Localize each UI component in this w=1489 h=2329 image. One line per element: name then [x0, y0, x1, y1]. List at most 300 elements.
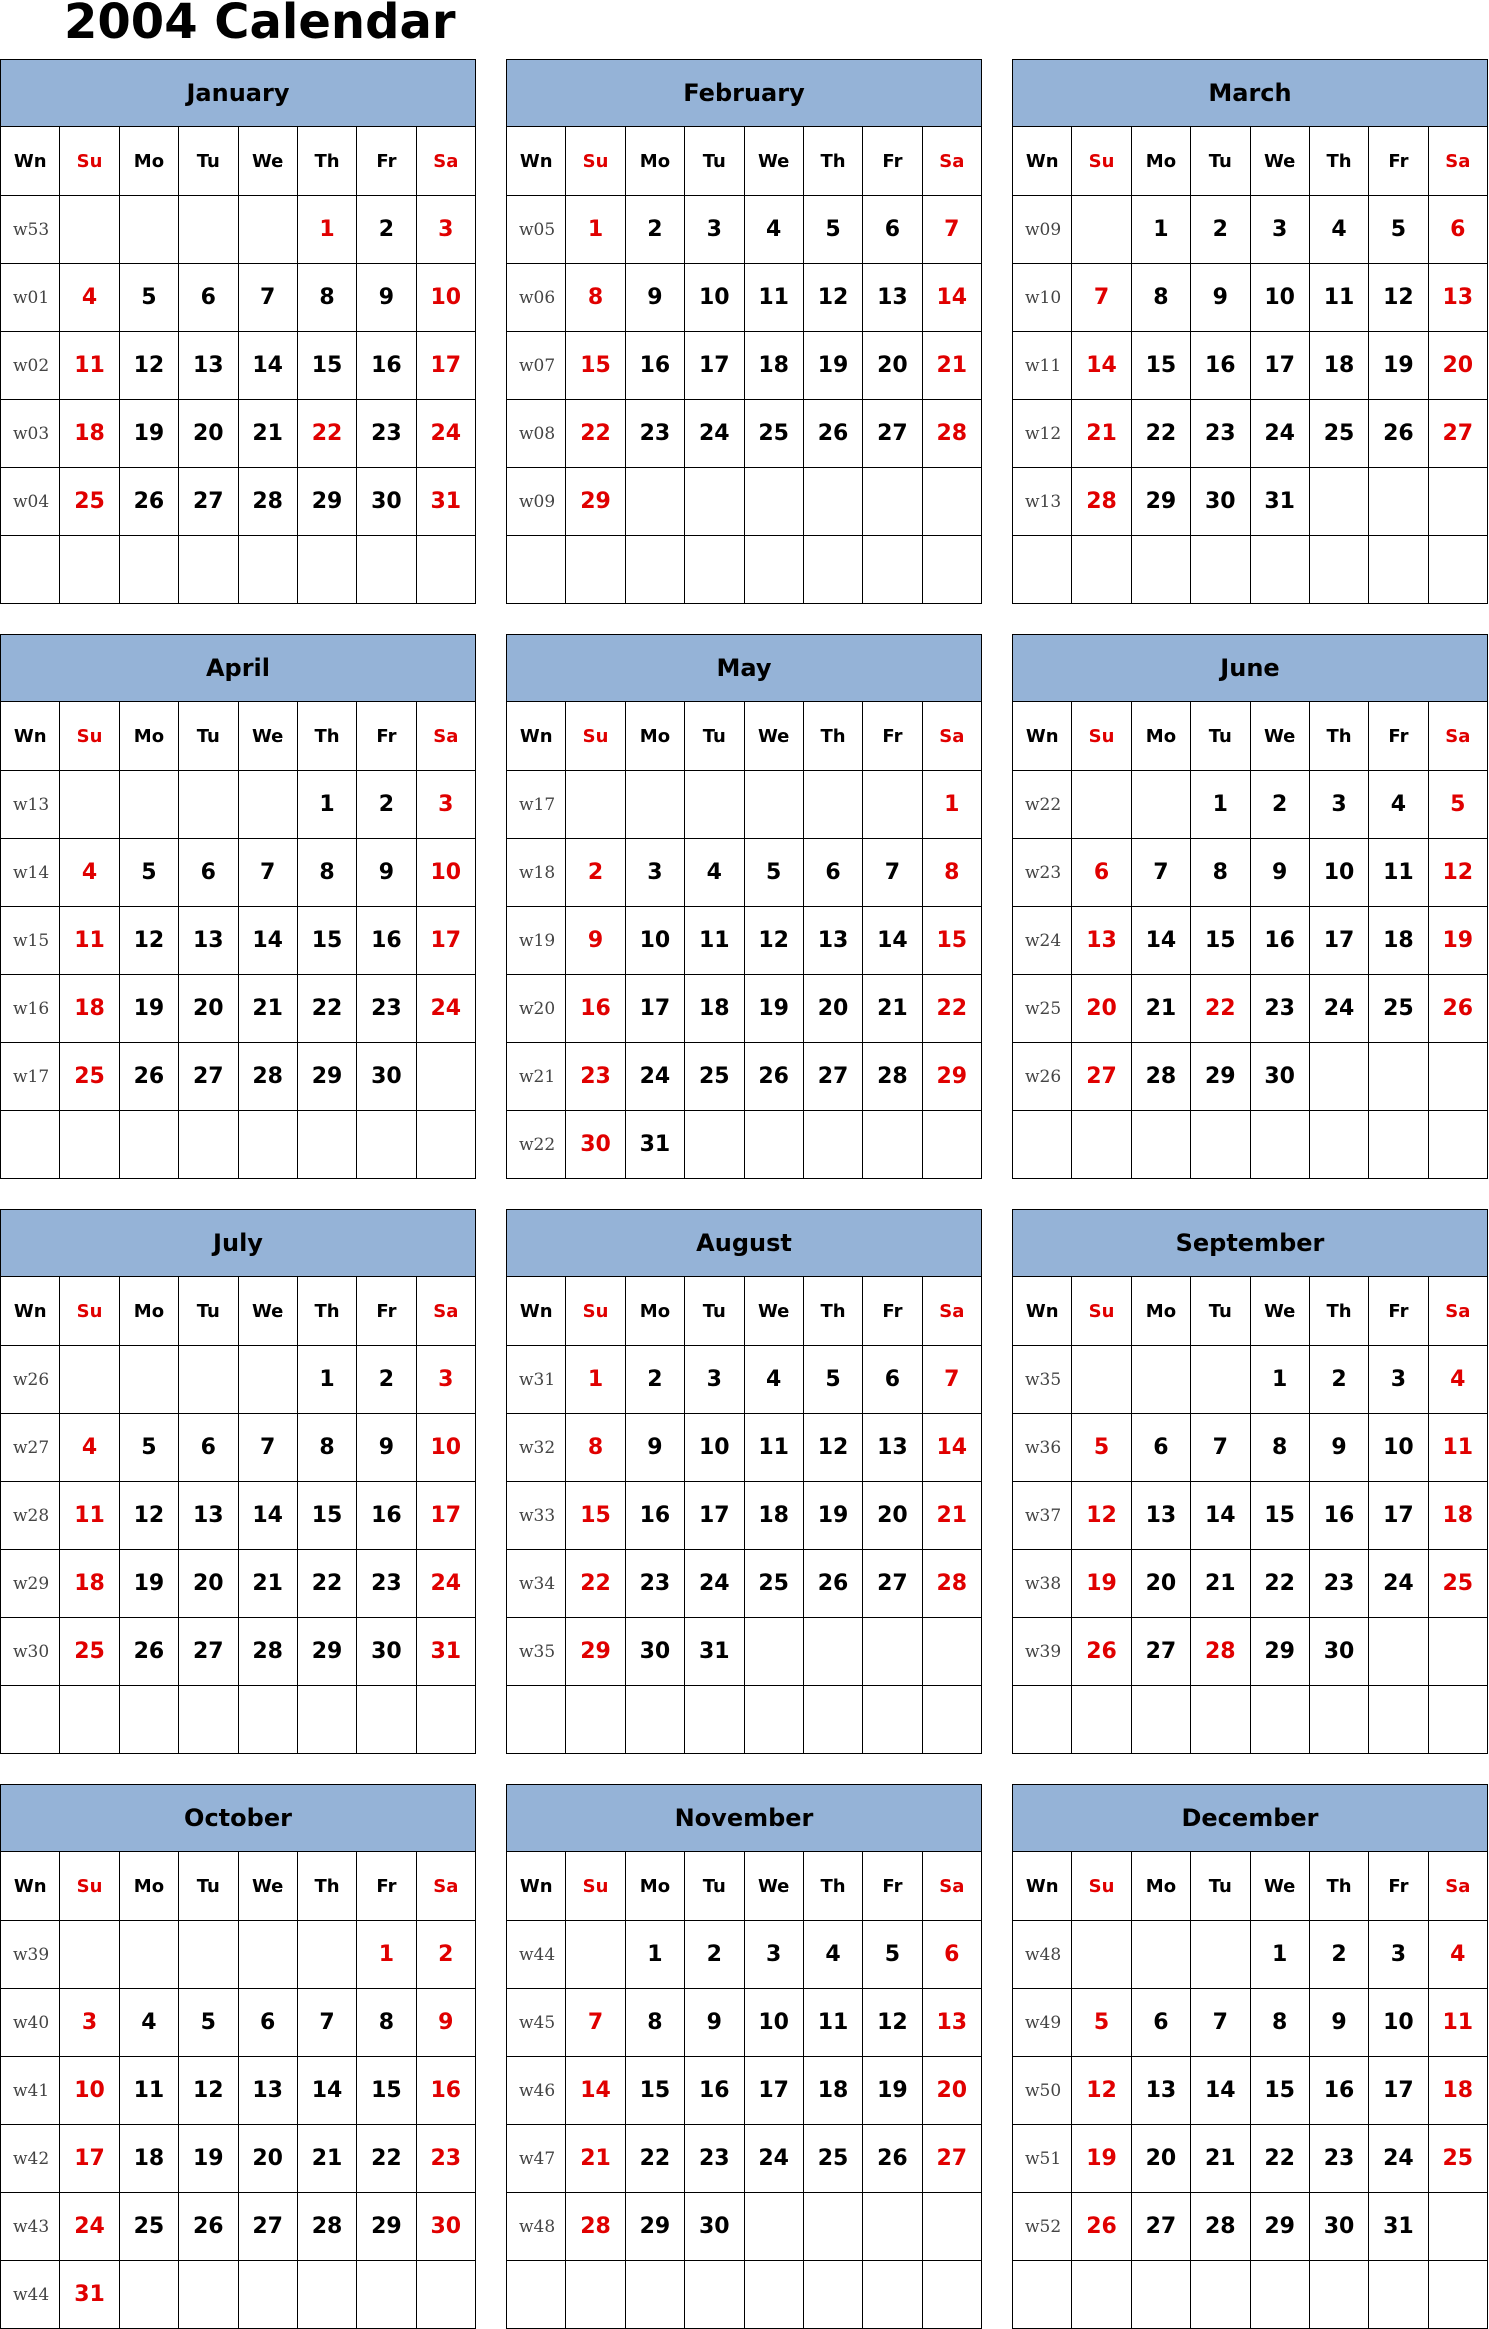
day-cell: 3 [416, 196, 475, 264]
week-row [1013, 400, 1488, 468]
day-cell: 6 [179, 839, 238, 907]
empty-day-cell [357, 2261, 416, 2329]
empty-day-cell [1131, 2261, 1190, 2329]
empty-day-cell [1428, 1043, 1487, 1111]
day-cell: 9 [357, 1414, 416, 1482]
week-row [1013, 468, 1488, 536]
day-cell: 18 [744, 332, 803, 400]
day-cell: 31 [1250, 468, 1309, 536]
month-june [1012, 634, 1488, 1176]
week-row [1013, 2261, 1488, 2329]
weekday-header: Mo [625, 702, 684, 771]
week-number: w25 [1013, 975, 1072, 1043]
week-row [507, 2057, 982, 2125]
day-cell: 8 [297, 1414, 356, 1482]
day-cell: 19 [1072, 2125, 1131, 2193]
day-cell: 28 [297, 2193, 356, 2261]
day-cell: 23 [1250, 975, 1309, 1043]
day-cell: 1 [566, 1346, 625, 1414]
empty-day-cell [1369, 1618, 1428, 1686]
day-cell: 3 [685, 196, 744, 264]
empty-day-cell [1072, 2261, 1131, 2329]
day-cell: 12 [1369, 264, 1428, 332]
week-number: w35 [507, 1618, 566, 1686]
week-row [1, 1921, 476, 1989]
weekday-header: Th [297, 1852, 356, 1921]
weekday-header: We [238, 1277, 297, 1346]
empty-day-cell [922, 468, 981, 536]
day-cell: 27 [1131, 2193, 1190, 2261]
week-row [1013, 536, 1488, 604]
day-cell: 4 [744, 1346, 803, 1414]
day-cell: 8 [1191, 839, 1250, 907]
week-row [1013, 1111, 1488, 1179]
week-number: w26 [1, 1346, 60, 1414]
week-row [507, 2125, 982, 2193]
day-cell: 17 [744, 2057, 803, 2125]
week-number: w02 [1, 332, 60, 400]
day-cell: 18 [1428, 2057, 1487, 2125]
day-cell: 30 [357, 1043, 416, 1111]
week-number: w18 [507, 839, 566, 907]
day-cell: 29 [297, 468, 356, 536]
day-cell: 22 [625, 2125, 684, 2193]
empty-day-cell [1131, 1921, 1190, 1989]
day-cell: 16 [566, 975, 625, 1043]
week-row [1013, 2193, 1488, 2261]
day-cell: 26 [803, 1550, 862, 1618]
month-name: May [507, 635, 982, 702]
day-cell: 4 [744, 196, 803, 264]
weekday-header: Su [566, 127, 625, 196]
day-cell: 16 [625, 332, 684, 400]
weekday-header: We [238, 127, 297, 196]
week-number: w06 [507, 264, 566, 332]
empty-day-cell [803, 1618, 862, 1686]
day-cell: 20 [179, 1550, 238, 1618]
day-cell: 11 [803, 1989, 862, 2057]
weekday-header: Tu [685, 1277, 744, 1346]
day-cell: 2 [416, 1921, 475, 1989]
day-cell: 14 [1072, 332, 1131, 400]
week-row [1, 975, 476, 1043]
empty-day-cell [1428, 2261, 1487, 2329]
day-cell: 16 [357, 907, 416, 975]
day-cell: 7 [297, 1989, 356, 2057]
week-number: w46 [507, 2057, 566, 2125]
day-cell: 3 [416, 771, 475, 839]
day-cell: 17 [685, 1482, 744, 1550]
weekday-header: We [1250, 127, 1309, 196]
empty-day-cell [1428, 1686, 1487, 1754]
day-cell: 5 [119, 839, 178, 907]
day-cell: 10 [416, 264, 475, 332]
day-cell: 29 [297, 1618, 356, 1686]
week-number [507, 2261, 566, 2329]
empty-day-cell [1191, 1346, 1250, 1414]
empty-day-cell [566, 536, 625, 604]
day-cell: 24 [1250, 400, 1309, 468]
empty-day-cell [238, 1921, 297, 1989]
day-cell: 15 [1191, 907, 1250, 975]
week-row [1013, 1043, 1488, 1111]
day-cell: 29 [566, 1618, 625, 1686]
empty-day-cell [1191, 2261, 1250, 2329]
day-cell: 14 [238, 332, 297, 400]
day-cell: 1 [625, 1921, 684, 1989]
day-cell: 23 [357, 400, 416, 468]
day-cell: 6 [179, 264, 238, 332]
day-cell: 6 [803, 839, 862, 907]
empty-day-cell [922, 2193, 981, 2261]
day-cell: 5 [803, 1346, 862, 1414]
day-cell: 20 [922, 2057, 981, 2125]
day-cell: 11 [1309, 264, 1368, 332]
day-cell: 31 [60, 2261, 119, 2329]
week-row [507, 1618, 982, 1686]
week-number: w20 [507, 975, 566, 1043]
day-cell: 7 [1191, 1414, 1250, 1482]
empty-day-cell [357, 536, 416, 604]
week-number: w41 [1, 2057, 60, 2125]
empty-day-cell [685, 468, 744, 536]
empty-day-cell [60, 196, 119, 264]
weekday-header: Fr [357, 1277, 416, 1346]
day-cell: 22 [1131, 400, 1190, 468]
day-cell: 24 [416, 975, 475, 1043]
day-cell: 15 [566, 332, 625, 400]
week-number: w34 [507, 1550, 566, 1618]
day-cell: 28 [238, 1618, 297, 1686]
day-cell: 17 [1309, 907, 1368, 975]
weekday-header: Th [297, 127, 356, 196]
weekday-header: Tu [179, 702, 238, 771]
day-cell: 8 [357, 1989, 416, 2057]
week-number: w01 [1, 264, 60, 332]
day-cell: 5 [803, 196, 862, 264]
day-cell: 2 [357, 1346, 416, 1414]
empty-day-cell [297, 1921, 356, 1989]
empty-day-cell [566, 1921, 625, 1989]
day-cell: 15 [297, 1482, 356, 1550]
weekday-header: We [744, 702, 803, 771]
day-cell: 10 [1309, 839, 1368, 907]
month-november [506, 1784, 982, 2326]
day-cell: 12 [803, 264, 862, 332]
day-cell: 27 [179, 468, 238, 536]
weekday-header: Tu [1191, 127, 1250, 196]
week-number: w30 [1, 1618, 60, 1686]
week-row [1013, 1921, 1488, 1989]
day-cell: 23 [625, 1550, 684, 1618]
month-october [0, 1784, 476, 2326]
week-row [507, 264, 982, 332]
week-row [1013, 771, 1488, 839]
day-cell: 18 [803, 2057, 862, 2125]
week-number: w13 [1, 771, 60, 839]
day-cell: 28 [238, 468, 297, 536]
day-cell: 6 [1428, 196, 1487, 264]
day-cell: 25 [803, 2125, 862, 2193]
day-cell: 5 [1072, 1989, 1131, 2057]
day-cell: 27 [863, 400, 922, 468]
day-cell: 28 [566, 2193, 625, 2261]
empty-day-cell [416, 1043, 475, 1111]
day-cell: 15 [625, 2057, 684, 2125]
day-cell: 14 [863, 907, 922, 975]
day-cell: 3 [416, 1346, 475, 1414]
weekday-header: Tu [1191, 702, 1250, 771]
day-cell: 29 [922, 1043, 981, 1111]
day-cell: 12 [119, 907, 178, 975]
day-cell: 17 [625, 975, 684, 1043]
empty-day-cell [625, 536, 684, 604]
day-cell: 12 [1072, 2057, 1131, 2125]
day-cell: 15 [1131, 332, 1190, 400]
day-cell: 10 [1250, 264, 1309, 332]
empty-day-cell [238, 771, 297, 839]
day-cell: 23 [685, 2125, 744, 2193]
day-cell: 9 [625, 264, 684, 332]
month-september [1012, 1209, 1488, 1751]
week-number: w36 [1013, 1414, 1072, 1482]
day-cell: 16 [357, 332, 416, 400]
empty-day-cell [60, 771, 119, 839]
day-cell: 27 [863, 1550, 922, 1618]
day-cell: 25 [1369, 975, 1428, 1043]
day-cell: 18 [744, 1482, 803, 1550]
day-cell: 5 [1428, 771, 1487, 839]
month-table [1012, 59, 1488, 604]
day-cell: 3 [744, 1921, 803, 1989]
empty-day-cell [1072, 1346, 1131, 1414]
week-number: w22 [507, 1111, 566, 1179]
week-row [507, 2261, 982, 2329]
day-cell: 22 [566, 1550, 625, 1618]
day-cell: 21 [1191, 1550, 1250, 1618]
weekday-header: Su [566, 702, 625, 771]
day-cell: 30 [357, 1618, 416, 1686]
day-cell: 5 [1369, 196, 1428, 264]
month-table [1012, 1209, 1488, 1754]
day-cell: 24 [685, 1550, 744, 1618]
day-cell: 27 [803, 1043, 862, 1111]
empty-day-cell [1309, 1111, 1368, 1179]
day-cell: 19 [179, 2125, 238, 2193]
weekday-header: Sa [922, 702, 981, 771]
day-cell: 31 [416, 468, 475, 536]
day-cell: 8 [1250, 1414, 1309, 1482]
week-number: w51 [1013, 2125, 1072, 2193]
weekday-header: Su [60, 127, 119, 196]
week-row [507, 907, 982, 975]
week-row [1, 2261, 476, 2329]
day-cell: 15 [922, 907, 981, 975]
empty-day-cell [803, 468, 862, 536]
week-row [507, 468, 982, 536]
empty-day-cell [1131, 771, 1190, 839]
empty-day-cell [1191, 536, 1250, 604]
day-cell: 26 [803, 400, 862, 468]
day-cell: 17 [416, 907, 475, 975]
week-number: w53 [1, 196, 60, 264]
day-cell: 23 [1309, 2125, 1368, 2193]
week-row [1013, 1686, 1488, 1754]
week-row [1, 907, 476, 975]
empty-day-cell [744, 1686, 803, 1754]
day-cell: 10 [625, 907, 684, 975]
day-cell: 16 [357, 1482, 416, 1550]
day-cell: 13 [863, 264, 922, 332]
day-cell: 13 [179, 1482, 238, 1550]
month-march [1012, 59, 1488, 601]
empty-day-cell [685, 771, 744, 839]
day-cell: 21 [863, 975, 922, 1043]
day-cell: 22 [1250, 2125, 1309, 2193]
empty-day-cell [119, 1111, 178, 1179]
day-cell: 16 [1250, 907, 1309, 975]
month-table [506, 1209, 982, 1754]
empty-day-cell [119, 771, 178, 839]
weekday-header: Fr [1369, 1277, 1428, 1346]
week-row [1013, 1482, 1488, 1550]
day-cell: 7 [1131, 839, 1190, 907]
day-cell: 2 [566, 839, 625, 907]
empty-day-cell [1191, 1111, 1250, 1179]
week-number: w08 [507, 400, 566, 468]
empty-day-cell [1428, 2193, 1487, 2261]
weekday-header: Tu [685, 127, 744, 196]
day-cell: 20 [863, 332, 922, 400]
empty-day-cell [922, 1618, 981, 1686]
day-cell: 4 [119, 1989, 178, 2057]
week-number [1, 1111, 60, 1179]
month-table [506, 1784, 982, 2329]
weekday-header: We [1250, 702, 1309, 771]
day-cell: 10 [685, 1414, 744, 1482]
week-number [507, 536, 566, 604]
day-cell: 20 [179, 975, 238, 1043]
weekday-header: Wn [1, 1852, 60, 1921]
week-row [1013, 907, 1488, 975]
day-cell: 29 [297, 1043, 356, 1111]
week-row [1, 1111, 476, 1179]
weekday-header: Tu [179, 127, 238, 196]
empty-day-cell [744, 2193, 803, 2261]
month-name: September [1013, 1210, 1488, 1277]
day-cell: 12 [119, 1482, 178, 1550]
day-cell: 28 [1131, 1043, 1190, 1111]
day-cell: 31 [625, 1111, 684, 1179]
day-cell: 25 [685, 1043, 744, 1111]
empty-day-cell [863, 771, 922, 839]
week-row [507, 1346, 982, 1414]
day-cell: 9 [357, 839, 416, 907]
weekday-header: We [744, 1852, 803, 1921]
week-number: w13 [1013, 468, 1072, 536]
weekday-header: Th [1309, 1852, 1368, 1921]
day-cell: 23 [357, 975, 416, 1043]
day-cell: 15 [357, 2057, 416, 2125]
day-cell: 19 [119, 1550, 178, 1618]
week-number: w52 [1013, 2193, 1072, 2261]
week-number: w14 [1, 839, 60, 907]
day-cell: 1 [1131, 196, 1190, 264]
weekday-header: Th [803, 127, 862, 196]
empty-day-cell [685, 2261, 744, 2329]
weekday-header: Mo [119, 702, 178, 771]
weekday-header: Fr [1369, 127, 1428, 196]
day-cell: 27 [1072, 1043, 1131, 1111]
day-cell: 17 [60, 2125, 119, 2193]
week-number: w39 [1013, 1618, 1072, 1686]
month-table [1012, 634, 1488, 1179]
week-number: w42 [1, 2125, 60, 2193]
day-cell: 8 [922, 839, 981, 907]
day-cell: 13 [179, 907, 238, 975]
weekday-header: Mo [119, 1277, 178, 1346]
day-cell: 26 [863, 2125, 922, 2193]
weekday-header: Sa [922, 127, 981, 196]
week-row [1, 2125, 476, 2193]
day-cell: 30 [566, 1111, 625, 1179]
week-row [1013, 1346, 1488, 1414]
day-cell: 20 [1428, 332, 1487, 400]
empty-day-cell [238, 1346, 297, 1414]
week-row [1, 1043, 476, 1111]
day-cell: 8 [297, 839, 356, 907]
weekday-header: Sa [416, 702, 475, 771]
week-number: w29 [1, 1550, 60, 1618]
week-row [507, 1414, 982, 1482]
day-cell: 24 [1309, 975, 1368, 1043]
day-cell: 26 [1428, 975, 1487, 1043]
day-cell: 1 [566, 196, 625, 264]
day-cell: 3 [625, 839, 684, 907]
day-cell: 15 [297, 332, 356, 400]
day-cell: 7 [1191, 1989, 1250, 2057]
day-cell: 8 [566, 1414, 625, 1482]
week-number: w11 [1013, 332, 1072, 400]
day-cell: 31 [685, 1618, 744, 1686]
day-cell: 3 [1369, 1346, 1428, 1414]
week-row [507, 771, 982, 839]
week-number [1, 536, 60, 604]
day-cell: 11 [60, 1482, 119, 1550]
month-name: January [1, 60, 476, 127]
weekday-header: Su [1072, 1277, 1131, 1346]
empty-day-cell [1369, 2261, 1428, 2329]
weekday-header: Fr [1369, 702, 1428, 771]
day-cell: 29 [1131, 468, 1190, 536]
empty-day-cell [1131, 1111, 1190, 1179]
day-cell: 14 [238, 1482, 297, 1550]
empty-day-cell [803, 2193, 862, 2261]
week-row [507, 1043, 982, 1111]
week-number: w21 [507, 1043, 566, 1111]
weekday-header: Fr [863, 702, 922, 771]
day-cell: 23 [357, 1550, 416, 1618]
empty-day-cell [1250, 2261, 1309, 2329]
empty-day-cell [803, 2261, 862, 2329]
empty-day-cell [744, 2261, 803, 2329]
empty-day-cell [60, 1111, 119, 1179]
day-cell: 8 [625, 1989, 684, 2057]
empty-day-cell [922, 1111, 981, 1179]
day-cell: 1 [297, 1346, 356, 1414]
weekday-header: Fr [357, 127, 416, 196]
empty-day-cell [1250, 1686, 1309, 1754]
